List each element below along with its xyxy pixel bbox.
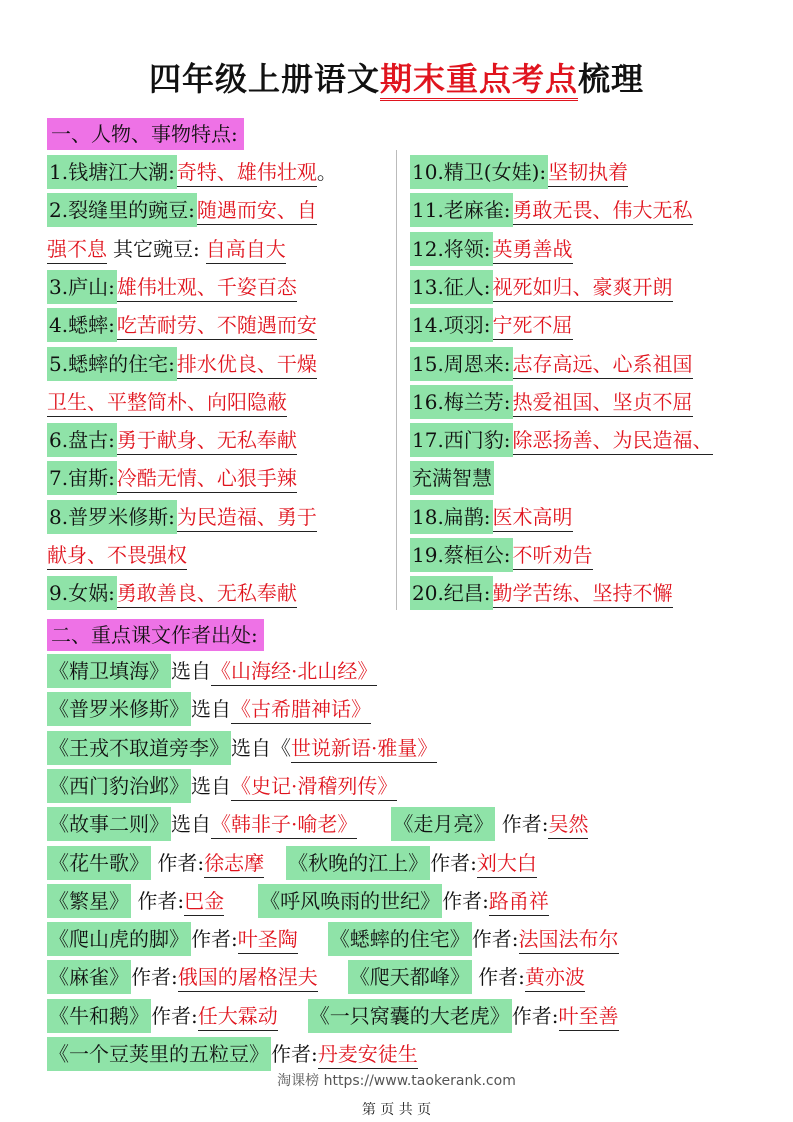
work-source: 徐志摩	[204, 849, 264, 878]
trait-row	[410, 155, 628, 189]
trait-description: 宁死不屈	[493, 311, 573, 340]
work-title: 《西门豹治邺》	[47, 769, 191, 803]
trait-row	[47, 385, 287, 419]
work-connector: 选自	[191, 697, 231, 722]
trait-row	[410, 576, 673, 610]
trait-description: 强不息	[47, 235, 107, 264]
trait-subject: 充满智慧	[410, 461, 494, 495]
trait-subject: 11.老麻雀:	[410, 193, 513, 227]
trait-subject: 12.将领:	[410, 232, 493, 266]
trait-description: 随遇而安、自	[197, 196, 317, 225]
trait-description: 献身、不畏强权	[47, 541, 187, 570]
work-title: 《普罗米修斯》	[47, 692, 191, 726]
trait-row	[410, 347, 693, 381]
trait-row	[47, 576, 297, 610]
trait-description: 奇特、雄伟壮观	[177, 158, 317, 187]
work-title: 《一只窝囊的大老虎》	[308, 999, 512, 1033]
trait-subject: 1.钱塘江大潮:	[47, 155, 177, 189]
work-source: 法国法布尔	[519, 925, 619, 954]
trait-subject: 15.周恩来:	[410, 347, 513, 381]
work-title: 《呼风唤雨的世纪》	[258, 884, 442, 918]
work-source: 路甬祥	[489, 887, 549, 916]
work-title: 《王戎不取道旁李》	[47, 731, 231, 765]
work-title: 《牛和鹅》	[47, 999, 151, 1033]
work-connector: 作者:	[131, 888, 185, 913]
work-title: 《繁星》	[47, 884, 131, 918]
trait-description: 雄伟壮观、千姿百态	[117, 273, 297, 302]
trait-subject: 5.蟋蟀的住宅:	[47, 347, 177, 381]
trait-row	[47, 461, 297, 495]
trait-description: 勇敢善良、无私奉献	[117, 579, 297, 608]
work-source: 巴金	[184, 887, 224, 916]
trait-subject: 10.精卫(女娃):	[410, 155, 548, 189]
trait-punctuation: 。	[316, 160, 337, 184]
work-source: 《古希腊神话》	[231, 695, 371, 724]
trait-subject: 17.西门豹:	[410, 423, 513, 457]
work-title: 《爬天都峰》	[348, 960, 472, 994]
work-source: 叶至善	[559, 1002, 619, 1031]
trait-subject: 6.盘古:	[47, 423, 117, 457]
trait-subject: 16.梅兰芳:	[410, 385, 513, 419]
work-connector: 作者:	[151, 850, 205, 875]
work-connector: 作者:	[131, 965, 178, 990]
work-row	[47, 769, 397, 803]
trait-description: 除恶扬善、为民造福、	[513, 426, 713, 455]
trait-description: 自高自大	[206, 235, 286, 264]
trait-description: 勇于献身、无私奉献	[117, 426, 297, 455]
page-number: 第 页 共 页	[361, 1102, 432, 1118]
work-source: 俄国的屠格涅夫	[178, 963, 318, 992]
trait-description: 勇敢无畏、伟大无私	[513, 196, 693, 225]
trait-row	[47, 232, 286, 266]
work-source: 刘大白	[477, 849, 537, 878]
trait-description: 英勇善战	[493, 235, 573, 264]
trait-subject: 20.纪昌:	[410, 576, 493, 610]
trait-subject: 3.庐山:	[47, 270, 117, 304]
work-title: 《走月亮》	[391, 807, 495, 841]
work-row	[47, 846, 537, 880]
trait-subject: 18.扁鹊:	[410, 500, 493, 534]
work-row	[47, 999, 619, 1033]
trait-row	[410, 385, 693, 419]
work-title: 《麻雀》	[47, 960, 131, 994]
work-row	[47, 960, 585, 994]
trait-description: 志存高远、心系祖国	[513, 350, 693, 379]
work-row	[47, 922, 619, 956]
work-connector: 作者:	[430, 850, 477, 875]
title-suffix: 梳理	[578, 60, 645, 98]
trait-description: 为民造福、勇于	[177, 503, 317, 532]
trait-description: 吃苦耐劳、不随遇而安	[117, 311, 317, 340]
work-row	[47, 807, 588, 841]
trait-description: 卫生、平整简朴、向阳隐蔽	[47, 388, 287, 417]
trait-subject: 19.蔡桓公:	[410, 538, 513, 572]
trait-description: 勤学苦练、坚持不懈	[493, 579, 673, 608]
trait-description: 视死如归、豪爽开朗	[493, 273, 673, 302]
title-highlight: 期末重点考点	[380, 60, 578, 101]
trait-row	[47, 155, 337, 189]
work-title: 《精卫填海》	[47, 654, 171, 688]
work-connector: 作者:	[151, 1003, 198, 1028]
trait-row	[47, 423, 297, 457]
work-row	[47, 731, 437, 765]
work-source: 《史记·滑稽列传》	[231, 772, 397, 801]
work-connector: 作者:	[442, 888, 489, 913]
work-connector: 选自	[171, 659, 211, 683]
trait-description: 坚韧执着	[548, 158, 628, 187]
work-connector: 作者:	[495, 812, 549, 837]
trait-subject: 4.蟋蟀:	[47, 308, 117, 342]
trait-row	[47, 347, 317, 381]
work-source: 任大霖动	[198, 1002, 278, 1031]
work-source: 黄亦波	[525, 963, 585, 992]
work-connector: 作者:	[471, 927, 519, 952]
trait-row	[47, 538, 187, 572]
trait-description: 冷酷无情、心狠手辣	[117, 464, 297, 493]
trait-subject: 7.宙斯:	[47, 461, 117, 495]
trait-subject-plain: 其它豌豆:	[113, 236, 200, 261]
work-row	[47, 654, 377, 688]
trait-subject: 8.普罗米修斯:	[47, 500, 177, 534]
work-title: 《蟋蟀的住宅》	[328, 922, 472, 956]
trait-description: 不听劝告	[513, 541, 593, 570]
work-title: 《爬山虎的脚》	[47, 922, 191, 956]
work-source: 叶圣陶	[238, 925, 298, 954]
work-title: 《秋晚的江上》	[286, 846, 430, 880]
trait-description: 医术高明	[493, 503, 573, 532]
work-connector: 选自《	[231, 735, 291, 760]
trait-subject: 14.项羽:	[410, 308, 493, 342]
trait-row	[410, 270, 673, 304]
work-source: 《韩非子·喻老》	[211, 810, 357, 839]
page-title	[0, 54, 793, 100]
trait-subject: 13.征人:	[410, 270, 493, 304]
work-row	[47, 884, 549, 918]
work-connector: 作者:	[271, 1042, 318, 1066]
work-connector: 选自	[191, 773, 231, 798]
title-prefix: 四年级上册语文	[148, 60, 380, 98]
work-title: 《故事二则》	[47, 807, 171, 841]
work-connector: 作者:	[191, 927, 238, 952]
trait-row	[410, 308, 573, 342]
trait-row	[410, 193, 693, 227]
column-divider	[396, 150, 397, 610]
work-row	[47, 1037, 418, 1071]
work-row	[47, 692, 371, 726]
work-title: 《花牛歌》	[47, 846, 151, 880]
work-source: 吴然	[548, 810, 588, 839]
trait-row	[410, 423, 713, 457]
trait-row	[410, 232, 573, 266]
trait-subject: 2.裂缝里的豌豆:	[47, 193, 197, 227]
trait-row	[47, 193, 317, 227]
work-source: 世说新语·雅量》	[291, 734, 437, 763]
trait-row	[47, 308, 317, 342]
trait-row	[410, 500, 573, 534]
work-source: 《山海经·北山经》	[211, 657, 377, 686]
work-connector: 作者:	[471, 965, 525, 990]
work-connector: 作者:	[511, 1003, 559, 1028]
trait-row	[47, 500, 317, 534]
section-heading-authors: 二、重点课文作者出处:	[47, 619, 264, 651]
trait-row	[410, 538, 593, 572]
trait-subject: 9.女娲:	[47, 576, 117, 610]
trait-description: 排水优良、干燥	[177, 350, 317, 379]
work-connector: 选自	[171, 812, 211, 837]
section-heading-characters: 一、人物、事物特点:	[47, 118, 244, 150]
trait-row	[410, 461, 494, 495]
work-title: 《一个豆荚里的五粒豆》	[47, 1037, 271, 1071]
trait-row	[47, 270, 297, 304]
trait-description: 热爱祖国、坚贞不屈	[513, 388, 693, 417]
work-source: 丹麦安徒生	[318, 1040, 418, 1069]
footer-source: 淘课榜 https://www.taokerank.com	[277, 1073, 516, 1089]
